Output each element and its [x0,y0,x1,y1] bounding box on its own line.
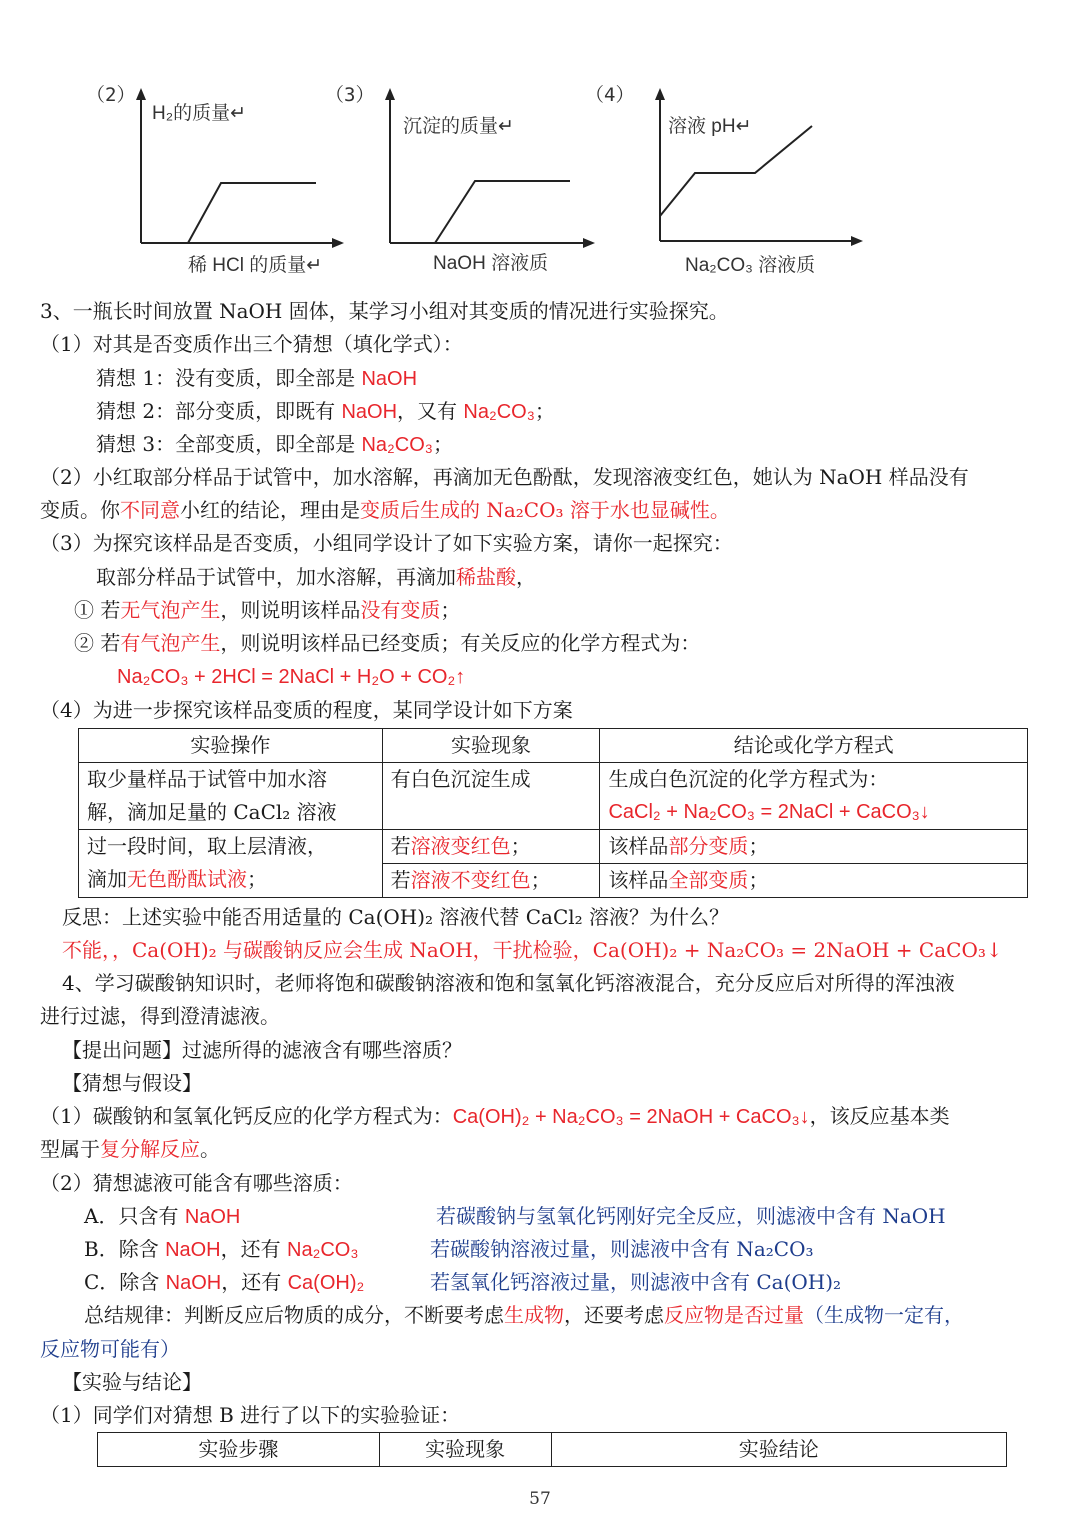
table-header: 实验结论 [551,1433,1006,1467]
q3-part3-line1: （3）为探究该样品是否变质，小组同学设计了如下实验方案，请你一起探究： [40,531,733,555]
option-b: B．除含 NaOH，还有 Na₂CO₃ [84,1237,359,1261]
table-cell: 过一段时间，取上层清液， 滴加无色酚酞试液； [79,830,383,898]
table-header-row [98,1433,1007,1467]
summary-line1: 总结规律：判断反应后物质的成分，不断要考虑生成物，还要考虑反应物是否过量（生成物一定有， [84,1303,964,1327]
reflection-answer: 不能，，Ca(OH)₂ 与碳酸钠反应会生成 NaOH，干扰检验，Ca(OH)₂ + Na₂CO₃ = 2NaOH + CaCO₃↓ [62,938,1003,962]
option-a-note: 若碳酸钠与氢氧化钙刚好完全反应，则滤液中含有 NaOH [436,1204,946,1228]
experiment-table [78,728,1028,898]
guess-3: 猜想 3：全部变质，即全部是 Na₂CO₃； [96,432,453,456]
answer: 无气泡产生 [120,598,221,622]
table-cell: 若溶液变红色； [382,830,600,864]
graph-x-label: NaOH 溶液质 [433,253,549,274]
answer: 生成物 [504,1303,564,1327]
table-header: 实验步骤 [98,1433,380,1467]
reflection: 反思：上述实验中能否用适量的 Ca(OH)₂ 溶液代替 CaCl₂ 溶液？为什么？ [62,905,730,929]
graph-axes [585,78,875,278]
graph-4 [585,78,875,278]
table-header: 结论或化学方程式 [600,729,1028,763]
answer: Ca(OH)₂ + Na₂CO₃ = 2NaOH + CaCO₃↓ [452,1106,810,1128]
guess-1: 猜想 1：没有变质，即全部是 NaOH [96,366,418,390]
table-cell: 该样品部分变质； [600,830,1028,864]
graph-y-label: H₂的质量↵ [152,103,247,124]
answer: 无色酚酞试液 [127,867,247,891]
graph-number: （4） [585,84,635,106]
option-c: C．除含 NaOH，还有 Ca(OH)₂ [84,1270,365,1294]
graph-y-label: 溶液 pH↵ [668,116,752,137]
table-header: 实验现象 [379,1433,551,1467]
hypothesis-heading: 【猜想与假设】 [62,1071,202,1095]
table-header: 实验现象 [382,729,600,763]
answer: 溶液不变红色 [410,868,531,892]
table-cell: 有白色沉淀生成 [382,763,600,830]
answer: NaOH [165,1239,221,1261]
q4-title-line1: 4、学习碳酸钠知识时，老师将饱和碳酸钠溶液和饱和氢氧化钙溶液混合，充分反应后对所得的浑浊液 [62,971,955,995]
option-a: A．只含有 NaOH [84,1204,241,1228]
graph-number: （2） [86,84,136,106]
answer: 变质后生成的 Na₂CO₃ 溶于水也显碱性。 [360,498,730,522]
answer: 有气泡产生 [120,631,221,655]
ask-question: 【提出问题】过滤所得的滤液含有哪些溶质？ [62,1038,462,1062]
q3-title: 3、一瓶长时间放置 NaOH 固体，某学习小组对其变质的情况进行实验探究。 [40,299,729,323]
answer: NaOH [184,1206,241,1228]
table-row [79,830,1028,864]
answer: Na₂CO₃ [463,401,535,423]
table-header: 实验操作 [79,729,383,763]
case-2: ② 若有气泡产生，则说明该样品已经变质；有关反应的化学方程式为： [74,631,701,655]
answer: 不同意 [120,498,180,522]
q4-s1-line2: 型属于复分解反应。 [40,1137,220,1161]
q3-part2-line1: （2）小红取部分样品于试管中，加水溶解，再滴加无色酚酞，发现溶液变红色，她认为 NaOH 样品没有 [40,465,969,489]
answer: 反应物是否过量 [664,1303,804,1327]
table-cell: 生成白色沉淀的化学方程式为： CaCl₂ + Na₂CO₃ = 2NaCl + CaCO₃↓ [600,763,1028,830]
q4-s1-line1: （1）碳酸钠和氢氧化钙反应的化学方程式为：Ca(OH)₂ + Na₂CO₃ = 2NaOH + CaCO₃↓，该反应基本类 [40,1104,950,1128]
summary-line2: 反应物可能有） [40,1337,180,1361]
table-cell: 若溶液不变红色； [382,864,600,898]
answer: NaOH [361,368,418,390]
guess-2: 猜想 2：部分变质，即既有 NaOH，又有 Na₂CO₃； [96,399,555,423]
q4-title-line2: 进行过滤，得到澄清滤液。 [40,1004,280,1028]
q3-part4: （4）为进一步探究该样品变质的程度，某同学设计如下方案 [40,698,573,722]
table-cell: 取少量样品于试管中加水溶 解，滴加足量的 CaCl₂ 溶液 [79,763,383,830]
answer: Na₂CO₃ [361,434,433,456]
graph-x-label: 稀 HCl 的质量↵ [188,255,323,276]
case-1: ① 若无气泡产生，则说明该样品没有变质； [74,598,461,622]
answer: CaCl₂ + Na₂CO₃ = 2NaCl + CaCO₃↓ [608,801,930,823]
equation-1: Na₂CO₃ + 2HCl = 2NaCl + H₂O + CO₂↑ [117,666,466,688]
answer: 全部变质 [668,868,749,892]
answer: 稀盐酸 [456,565,516,589]
page-number: 57 [529,1489,551,1509]
q3-part3-line2: 取部分样品于试管中，加水溶解，再滴加稀盐酸， [96,565,536,589]
graph-x-label: Na₂CO₃ 溶液质 [685,255,816,276]
answer: NaOH [341,401,398,423]
graph-number: （3） [325,84,375,106]
answer: Na₂CO₃ [287,1239,359,1261]
answer: 没有变质 [360,598,441,622]
answer: Ca(OH)₂ [287,1272,365,1294]
table-row [79,763,1028,830]
experiment-heading: 【实验与结论】 [62,1370,202,1394]
table-header-row [79,729,1028,763]
graph-y-label: 沉淀的质量↵ [403,116,514,137]
table-cell: 该样品全部变质； [600,864,1028,898]
answer: 复分解反应 [100,1137,200,1161]
answer: NaOH [165,1272,222,1294]
answer: 溶液变红色 [410,834,511,858]
q3-part1: （1）对其是否变质作出三个猜想（填化学式）： [40,332,463,356]
graph-curve [660,126,812,216]
graph-curve [435,181,570,243]
q4-e1: （1）同学们对猜想 B 进行了以下的实验验证： [40,1403,461,1427]
option-c-note: 若氢氧化钙溶液过量，则滤液中含有 Ca(OH)₂ [430,1270,842,1294]
graph-curve [188,183,316,243]
q4-s2: （2）猜想滤液可能含有哪些溶质： [40,1171,353,1195]
q3-part2-line2: 变质。你不同意小红的结论，理由是变质后生成的 Na₂CO₃ 溶于水也显碱性。 [40,498,730,522]
verification-table [97,1432,1007,1467]
graph-3 [325,78,610,278]
answer: 部分变质 [668,834,749,858]
graph-2 [86,78,356,278]
option-b-note: 若碳酸钠溶液过量，则滤液中含有 Na₂CO₃ [430,1237,814,1261]
